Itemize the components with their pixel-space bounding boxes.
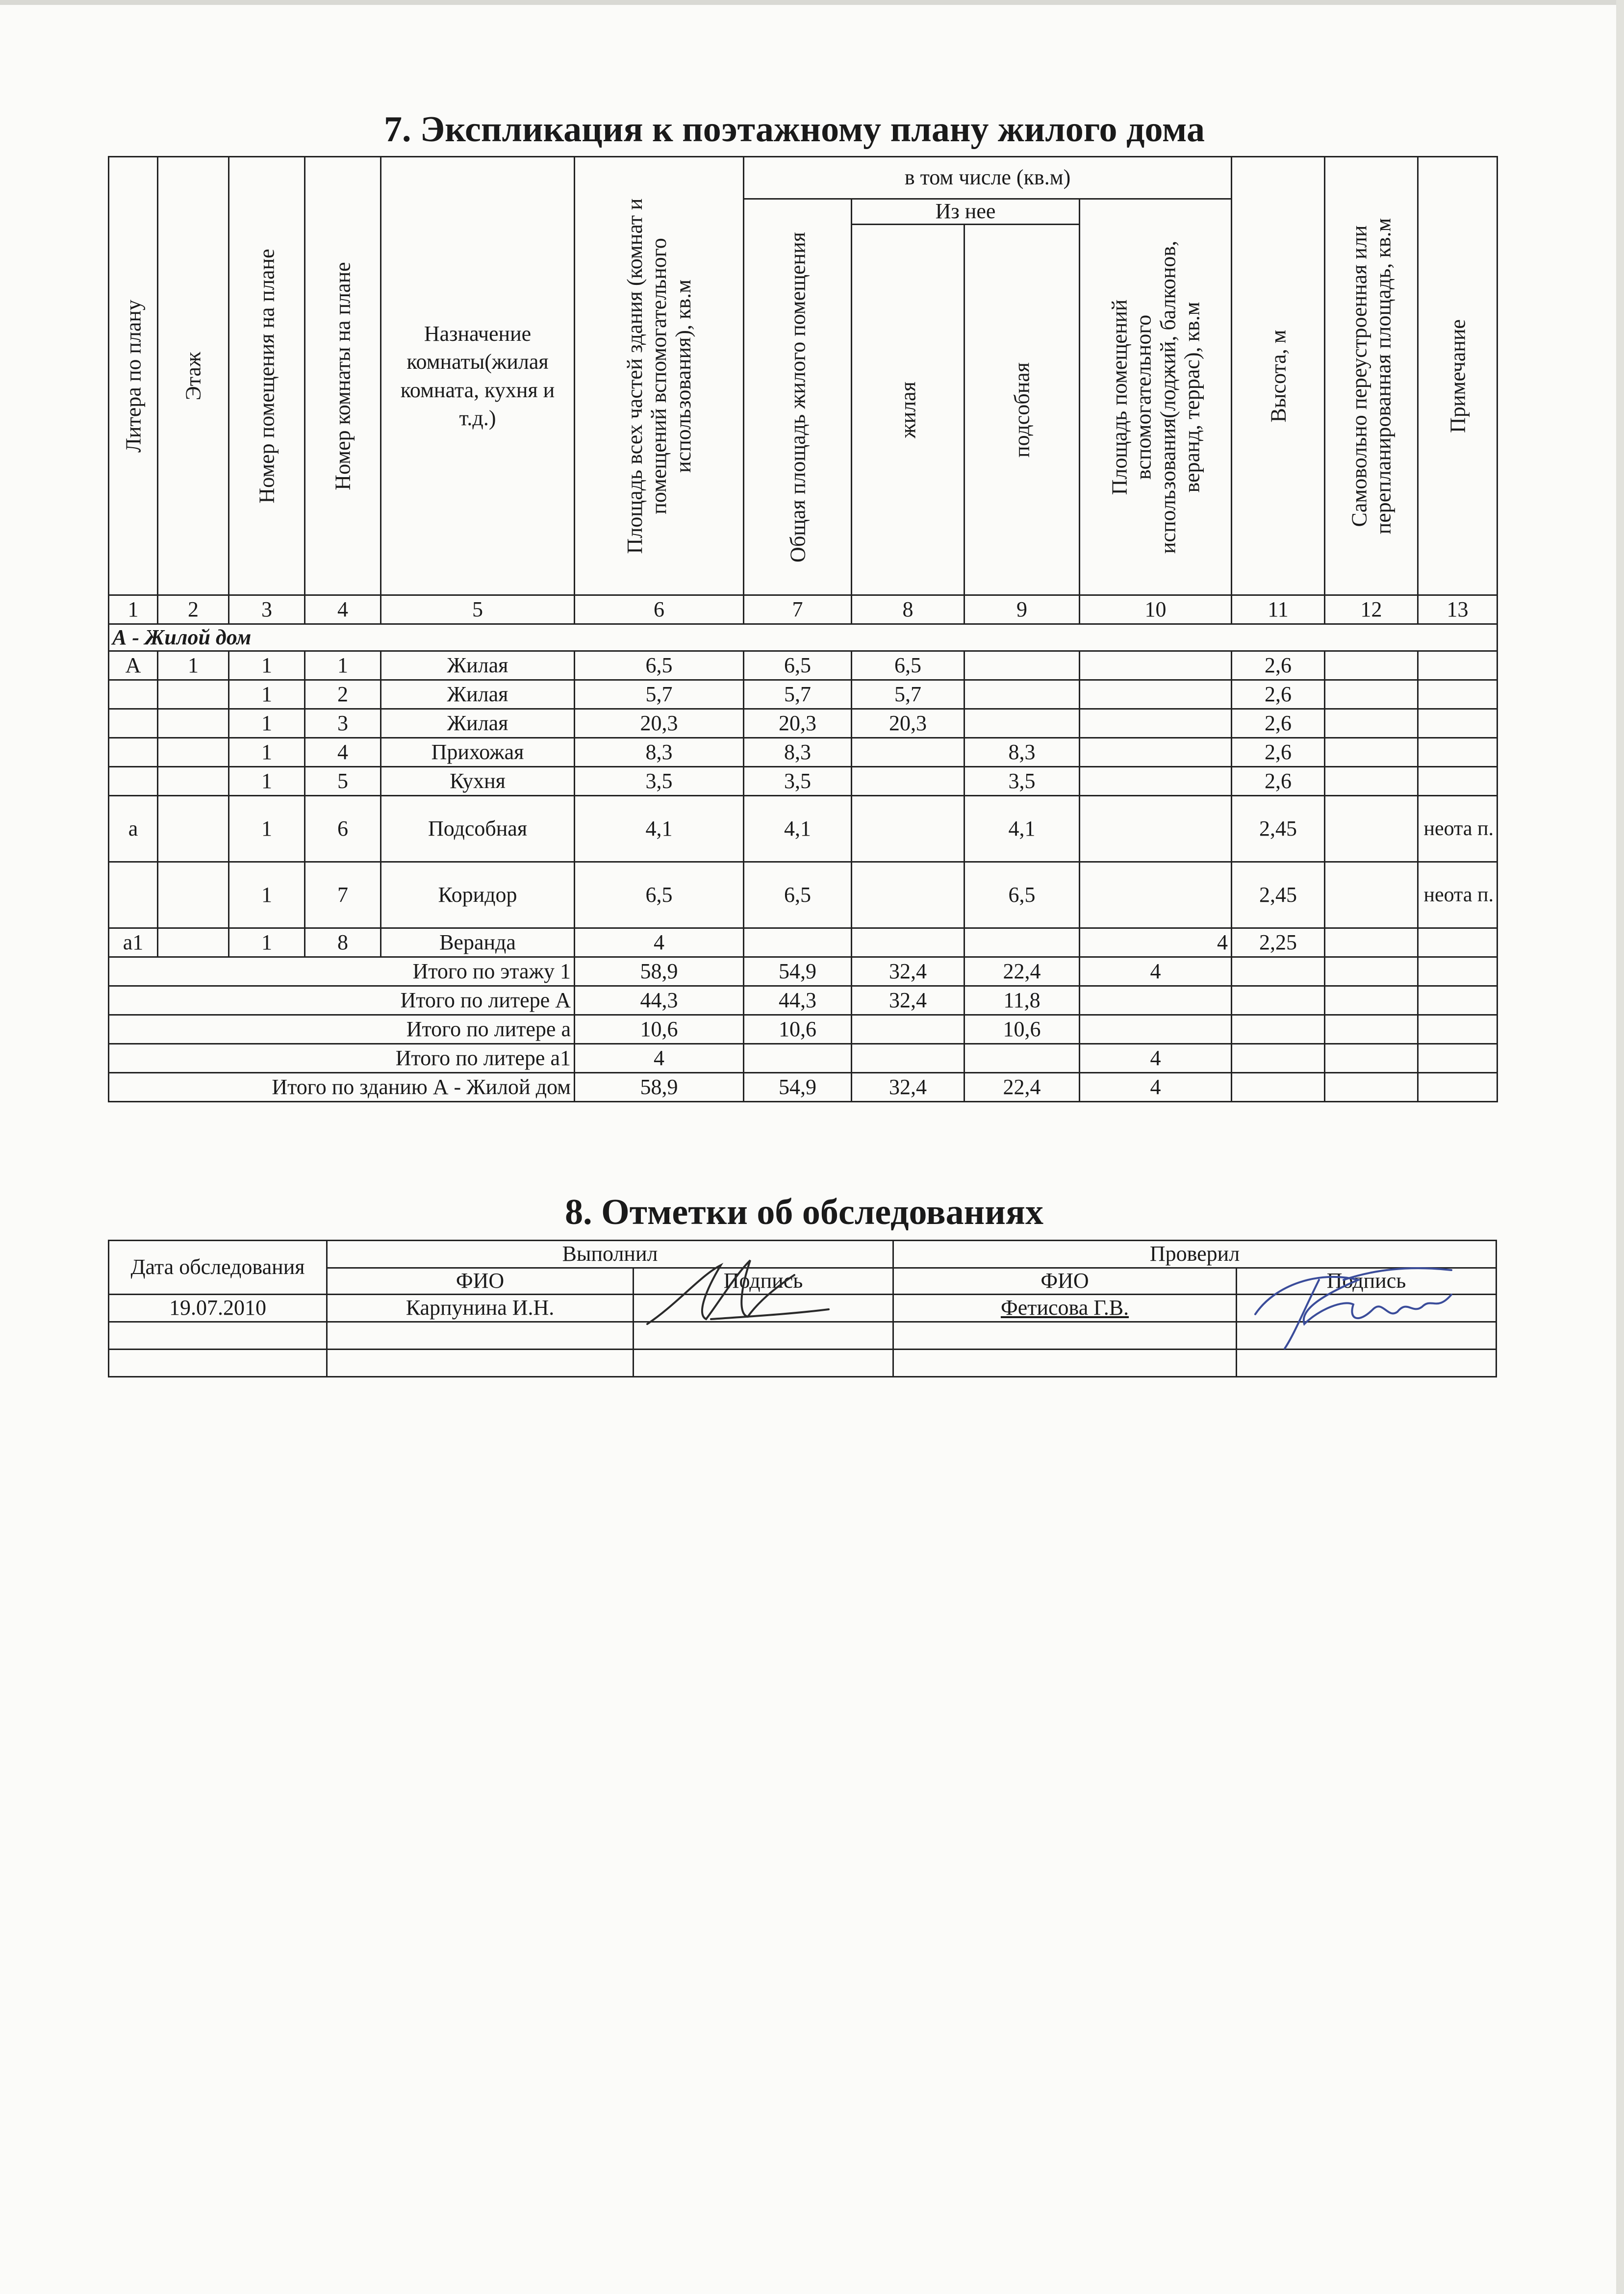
- cell-aux-area: 6,5: [964, 862, 1080, 928]
- cell-note: [1418, 767, 1497, 796]
- cell-floor: [158, 862, 229, 928]
- cell-note: неота п.: [1418, 862, 1497, 928]
- totals-label: Итого по зданию А - Жилой дом: [109, 1073, 575, 1102]
- col-number: 12: [1325, 595, 1418, 624]
- totals-label: Итого по литере а1: [109, 1044, 575, 1073]
- cell-note: [1418, 709, 1497, 738]
- cell-litera: а1: [109, 928, 158, 957]
- header-floor: Этаж: [158, 157, 229, 595]
- cell-illegal-area: [1325, 709, 1418, 738]
- totals-total-area: 54,9: [744, 1073, 852, 1102]
- empty-cell: [1232, 957, 1325, 986]
- cell-litera: [109, 862, 158, 928]
- totals-living-area: 32,4: [852, 986, 964, 1015]
- cell-checker-fio: [893, 1322, 1237, 1350]
- header-performer-fio: ФИО: [327, 1268, 634, 1295]
- col-number: 11: [1232, 595, 1325, 624]
- totals-row: [109, 1015, 1497, 1044]
- cell-litera: а: [109, 796, 158, 862]
- totals-row: [109, 1073, 1497, 1102]
- header-note: Примечание: [1418, 157, 1497, 595]
- col-number: 1: [109, 595, 158, 624]
- totals-all-area: 58,9: [575, 1073, 744, 1102]
- header-total-living-area: Общая площадь жилого помещения: [744, 199, 852, 595]
- cell-all-area: 6,5: [575, 862, 744, 928]
- cell-floor: [158, 796, 229, 862]
- table-row: [109, 651, 1497, 680]
- cell-litera: А: [109, 651, 158, 680]
- cell-note: [1418, 928, 1497, 957]
- empty-cell: [1418, 957, 1497, 986]
- table-row: [109, 680, 1497, 709]
- empty-cell: [1325, 1044, 1418, 1073]
- cell-all-area: 8,3: [575, 738, 744, 767]
- totals-row: [109, 957, 1497, 986]
- cell-floor: [158, 928, 229, 957]
- totals-aux-area: 22,4: [964, 1073, 1080, 1102]
- cell-aux-area: [964, 680, 1080, 709]
- col-number: 13: [1418, 595, 1497, 624]
- header-auxiliary: подсобная: [964, 225, 1080, 595]
- empty-cell: [1325, 957, 1418, 986]
- cell-premise-number: 1: [229, 709, 305, 738]
- cell-note: [1418, 738, 1497, 767]
- totals-row: [109, 986, 1497, 1015]
- empty-cell: [1418, 986, 1497, 1015]
- col-number: 5: [381, 595, 575, 624]
- col-number: 8: [852, 595, 964, 624]
- cell-illegal-area: [1325, 928, 1418, 957]
- cell-all-area: 3,5: [575, 767, 744, 796]
- cell-room-number: 2: [305, 680, 381, 709]
- cell-total-area: 3,5: [744, 767, 852, 796]
- totals-total-area: [744, 1044, 852, 1073]
- explication-table: [108, 156, 1498, 1102]
- totals-veranda-area: 4: [1080, 1073, 1232, 1102]
- totals-label: Итого по литере А: [109, 986, 575, 1015]
- section-8-title: 8. Отметки об обследованиях: [565, 1192, 1043, 1232]
- cell-living-area: [852, 738, 964, 767]
- header-litera: Литера по плану: [109, 157, 158, 595]
- cell-premise-number: 1: [229, 796, 305, 862]
- cell-veranda-area: [1080, 862, 1232, 928]
- totals-living-area: [852, 1015, 964, 1044]
- cell-all-area: 4,1: [575, 796, 744, 862]
- scan-right-edge: [1616, 0, 1624, 2294]
- cell-height: 2,6: [1232, 709, 1325, 738]
- cell-veranda-area: [1080, 738, 1232, 767]
- cell-performer-fio: [327, 1322, 634, 1350]
- cell-height: 2,45: [1232, 796, 1325, 862]
- totals-veranda-area: 4: [1080, 1044, 1232, 1073]
- col-number: 7: [744, 595, 852, 624]
- totals-all-area: 10,6: [575, 1015, 744, 1044]
- header-premise-number: Номер помещения на плане: [229, 157, 305, 595]
- cell-premise-number: 1: [229, 680, 305, 709]
- cell-floor: [158, 709, 229, 738]
- cell-all-area: 20,3: [575, 709, 744, 738]
- cell-veranda-area: [1080, 767, 1232, 796]
- cell-total-area: 6,5: [744, 651, 852, 680]
- header-purpose: Назначение комнаты(жилая комната, кухня и т.д.): [381, 157, 575, 595]
- col-number: 2: [158, 595, 229, 624]
- empty-cell: [1232, 1015, 1325, 1044]
- cell-height: 2,6: [1232, 680, 1325, 709]
- cell-aux-area: [964, 651, 1080, 680]
- table-row: [109, 862, 1497, 928]
- cell-purpose: Жилая: [381, 680, 575, 709]
- empty-cell: [1325, 1073, 1418, 1102]
- table-row: [109, 796, 1497, 862]
- header-height: Высота, м: [1232, 157, 1325, 595]
- cell-purpose: Жилая: [381, 651, 575, 680]
- cell-room-number: 3: [305, 709, 381, 738]
- cell-height: 2,6: [1232, 738, 1325, 767]
- cell-height: 2,6: [1232, 651, 1325, 680]
- cell-purpose: Веранда: [381, 928, 575, 957]
- cell-aux-area: 4,1: [964, 796, 1080, 862]
- cell-living-area: 5,7: [852, 680, 964, 709]
- cell-all-area: 6,5: [575, 651, 744, 680]
- building-section-label: А - Жилой дом: [109, 624, 1497, 651]
- cell-litera: [109, 680, 158, 709]
- cell-veranda-area: [1080, 796, 1232, 862]
- cell-purpose: Коридор: [381, 862, 575, 928]
- performer-signature-image: [633, 1246, 838, 1339]
- checker-signature-image: [1245, 1250, 1466, 1363]
- col-number: 3: [229, 595, 305, 624]
- header-of-which: Из нее: [852, 199, 1080, 225]
- cell-veranda-area: 4: [1080, 928, 1232, 957]
- cell-performer-fio: [327, 1350, 634, 1377]
- cell-checker-fio: [893, 1350, 1237, 1377]
- cell-illegal-area: [1325, 862, 1418, 928]
- totals-all-area: 4: [575, 1044, 744, 1073]
- header-all-area: Площадь всех частей здания (комнат и помещений вспомогательного использования), кв.м: [575, 157, 744, 595]
- cell-veranda-area: [1080, 680, 1232, 709]
- cell-floor: 1: [158, 651, 229, 680]
- cell-total-area: 6,5: [744, 862, 852, 928]
- totals-aux-area: 11,8: [964, 986, 1080, 1015]
- totals-aux-area: 22,4: [964, 957, 1080, 986]
- cell-total-area: 20,3: [744, 709, 852, 738]
- col-number: 4: [305, 595, 381, 624]
- totals-label: Итого по этажу 1: [109, 957, 575, 986]
- empty-cell: [1232, 986, 1325, 1015]
- cell-purpose: Жилая: [381, 709, 575, 738]
- cell-illegal-area: [1325, 738, 1418, 767]
- cell-room-number: 7: [305, 862, 381, 928]
- cell-litera: [109, 709, 158, 738]
- cell-exam-date: [109, 1322, 327, 1350]
- totals-label: Итого по литере а: [109, 1015, 575, 1044]
- cell-total-area: 4,1: [744, 796, 852, 862]
- cell-living-area: 20,3: [852, 709, 964, 738]
- cell-purpose: Прихожая: [381, 738, 575, 767]
- cell-room-number: 8: [305, 928, 381, 957]
- totals-living-area: 32,4: [852, 957, 964, 986]
- empty-cell: [1418, 1044, 1497, 1073]
- header-checker-fio: ФИО: [893, 1268, 1237, 1295]
- totals-total-area: 44,3: [744, 986, 852, 1015]
- cell-total-area: 5,7: [744, 680, 852, 709]
- cell-room-number: 1: [305, 651, 381, 680]
- cell-note: [1418, 651, 1497, 680]
- header-illegal-area: Самовольно переустроенная или перепланированная площадь, кв.м: [1325, 157, 1418, 595]
- empty-cell: [1232, 1044, 1325, 1073]
- header-room-number: Номер комнаты на плане: [305, 157, 381, 595]
- empty-cell: [1325, 986, 1418, 1015]
- cell-total-area: [744, 928, 852, 957]
- header-living: жилая: [852, 225, 964, 595]
- totals-living-area: 32,4: [852, 1073, 964, 1102]
- cell-living-area: 6,5: [852, 651, 964, 680]
- totals-total-area: 10,6: [744, 1015, 852, 1044]
- cell-illegal-area: [1325, 796, 1418, 862]
- totals-row: [109, 1044, 1497, 1073]
- scan-top-edge: [0, 0, 1624, 5]
- cell-all-area: 5,7: [575, 680, 744, 709]
- totals-veranda-area: [1080, 986, 1232, 1015]
- cell-illegal-area: [1325, 680, 1418, 709]
- cell-aux-area: 8,3: [964, 738, 1080, 767]
- cell-premise-number: 1: [229, 738, 305, 767]
- cell-litera: [109, 738, 158, 767]
- empty-cell: [1418, 1073, 1497, 1102]
- cell-height: 2,45: [1232, 862, 1325, 928]
- header-performed: Выполнил: [327, 1241, 893, 1268]
- cell-all-area: 4: [575, 928, 744, 957]
- cell-illegal-area: [1325, 651, 1418, 680]
- header-checked: Проверил: [893, 1241, 1497, 1268]
- totals-living-area: [852, 1044, 964, 1073]
- cell-performer-signature: [634, 1350, 893, 1377]
- header-exam-date: Дата обследования: [109, 1241, 327, 1295]
- table-row: [109, 767, 1497, 796]
- empty-cell: [1232, 1073, 1325, 1102]
- table-row: [109, 928, 1497, 957]
- cell-checker-fio: Фетисова Г.В.: [893, 1295, 1237, 1322]
- totals-aux-area: [964, 1044, 1080, 1073]
- cell-living-area: [852, 796, 964, 862]
- cell-veranda-area: [1080, 651, 1232, 680]
- section-7-title: 7. Экспликация к поэтажному плану жилого дома: [384, 109, 1205, 150]
- cell-veranda-area: [1080, 709, 1232, 738]
- cell-aux-area: [964, 709, 1080, 738]
- cell-living-area: [852, 928, 964, 957]
- header-aux-area: Площадь помещений вспомогательного использования(лоджий, балконов, веранд, террас), кв.м: [1080, 199, 1232, 595]
- cell-aux-area: [964, 928, 1080, 957]
- cell-floor: [158, 767, 229, 796]
- table-row: [109, 709, 1497, 738]
- cell-exam-date: 19.07.2010: [109, 1295, 327, 1322]
- cell-purpose: Подсобная: [381, 796, 575, 862]
- cell-height: 2,6: [1232, 767, 1325, 796]
- cell-floor: [158, 738, 229, 767]
- cell-room-number: 6: [305, 796, 381, 862]
- cell-premise-number: 1: [229, 928, 305, 957]
- cell-litera: [109, 767, 158, 796]
- cell-room-number: 4: [305, 738, 381, 767]
- totals-veranda-area: [1080, 1015, 1232, 1044]
- cell-room-number: 5: [305, 767, 381, 796]
- totals-all-area: 44,3: [575, 986, 744, 1015]
- cell-aux-area: 3,5: [964, 767, 1080, 796]
- totals-total-area: 54,9: [744, 957, 852, 986]
- cell-living-area: [852, 862, 964, 928]
- header-including-group: в том числе (кв.м): [744, 157, 1232, 199]
- header-performer-signature: Подпись: [634, 1268, 893, 1295]
- cell-purpose: Кухня: [381, 767, 575, 796]
- cell-premise-number: 1: [229, 767, 305, 796]
- cell-height: 2,25: [1232, 928, 1325, 957]
- cell-exam-date: [109, 1350, 327, 1377]
- cell-premise-number: 1: [229, 651, 305, 680]
- totals-aux-area: 10,6: [964, 1015, 1080, 1044]
- table-row: [109, 738, 1497, 767]
- col-number: 10: [1080, 595, 1232, 624]
- totals-all-area: 58,9: [575, 957, 744, 986]
- col-number: 6: [575, 595, 744, 624]
- cell-note: неота п.: [1418, 796, 1497, 862]
- header-checker-signature: Подпись: [1237, 1268, 1497, 1295]
- empty-cell: [1325, 1015, 1418, 1044]
- empty-cell: [1418, 1015, 1497, 1044]
- cell-total-area: 8,3: [744, 738, 852, 767]
- column-number-row: [109, 595, 1497, 624]
- cell-illegal-area: [1325, 767, 1418, 796]
- cell-floor: [158, 680, 229, 709]
- totals-veranda-area: 4: [1080, 957, 1232, 986]
- cell-premise-number: 1: [229, 862, 305, 928]
- col-number: 9: [964, 595, 1080, 624]
- cell-living-area: [852, 767, 964, 796]
- cell-performer-fio: Карпунина И.Н.: [327, 1295, 634, 1322]
- cell-note: [1418, 680, 1497, 709]
